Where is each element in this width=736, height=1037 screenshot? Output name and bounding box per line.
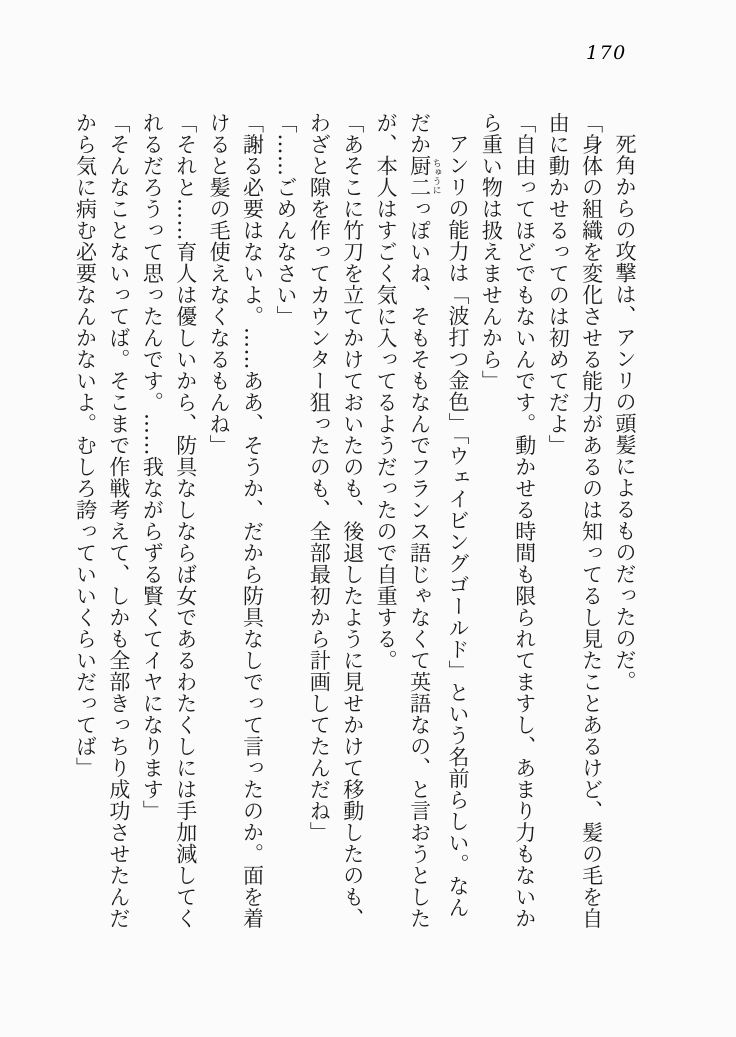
text-segment: 由に動かせるってのは初めてだよ」 bbox=[546, 112, 571, 456]
text-segment: 「あそこに竹刀を立てかけておいたのも、後退したように見せかけて移動したのも、 bbox=[340, 112, 365, 929]
text-line bbox=[269, 112, 302, 934]
text-segment: だか bbox=[407, 112, 432, 155]
text-line bbox=[202, 112, 235, 934]
text-line bbox=[402, 112, 440, 934]
text-line bbox=[474, 112, 507, 934]
text-segment: アンリの能力は「波打つ金色」「ウェイビングゴールド」という名前らしい。なん bbox=[445, 133, 470, 918]
text-line bbox=[441, 112, 474, 934]
text-line bbox=[574, 112, 607, 934]
text-line bbox=[541, 112, 574, 934]
text-line bbox=[168, 112, 201, 934]
furigana: ちゅうに bbox=[430, 155, 441, 198]
text-line bbox=[369, 112, 402, 934]
text-segment: 「自由ってほどでもないんです。動かせる時間も限られてますし、あまり力もないか bbox=[512, 112, 537, 929]
text-segment: が、本人はすごく気に入ってるようだったので自重する。 bbox=[374, 112, 399, 671]
page-number: 170 bbox=[586, 42, 627, 64]
text-segment: 「謝る必要はないよ。……ああ、そうか、だから防具なしでって言ったのか。面を着 bbox=[240, 112, 265, 929]
text-segment: 「それと……育人は優しいから、防具なしならば女であるわたくしには手加減してく bbox=[173, 112, 198, 929]
text-segment: わざと隙を作ってカウンター狙ったのも、全部最初から計画してたんだね」 bbox=[307, 112, 332, 843]
text-segment: 「身体の組織を変化させる能力があるのは知ってるし見たことあるけど、髪の毛を自 bbox=[579, 112, 604, 929]
text-segment: 死角からの攻撃は、アンリの頭髪によるものだったのだ。 bbox=[613, 133, 637, 692]
text-segment: ら重い物は扱えませんから」 bbox=[479, 112, 504, 392]
text-segment: けると髪の毛使えなくなるもんね」 bbox=[207, 112, 232, 456]
text-segment: から気に病む必要なんかないよ。むしろ誇っていいくらいだってば」 bbox=[73, 112, 98, 779]
vertical-text-block bbox=[68, 112, 641, 934]
text-segment: れるだろうって思ったんです。……我ながらずる賢くてイヤになります」 bbox=[140, 112, 165, 822]
text-line bbox=[335, 112, 368, 934]
text-segment: 「そんなことないってば。そこまで作戦考えて、しかも全部きっちり成功させたんだ bbox=[106, 112, 131, 929]
text-line bbox=[302, 112, 335, 934]
text-line bbox=[507, 112, 540, 934]
text-segment: 「……ごめんなさい」 bbox=[273, 112, 298, 327]
ruby-annotated-word: 厨二 ちゅうに bbox=[407, 155, 441, 198]
text-segment: っぽいね、そもそもなんでフランス語じゃなくて英語なの、と言おうとした bbox=[407, 198, 432, 929]
text-line bbox=[68, 112, 101, 934]
text-line bbox=[235, 112, 268, 934]
text-line bbox=[135, 112, 168, 934]
text-line bbox=[102, 112, 135, 934]
text-line bbox=[608, 112, 641, 934]
